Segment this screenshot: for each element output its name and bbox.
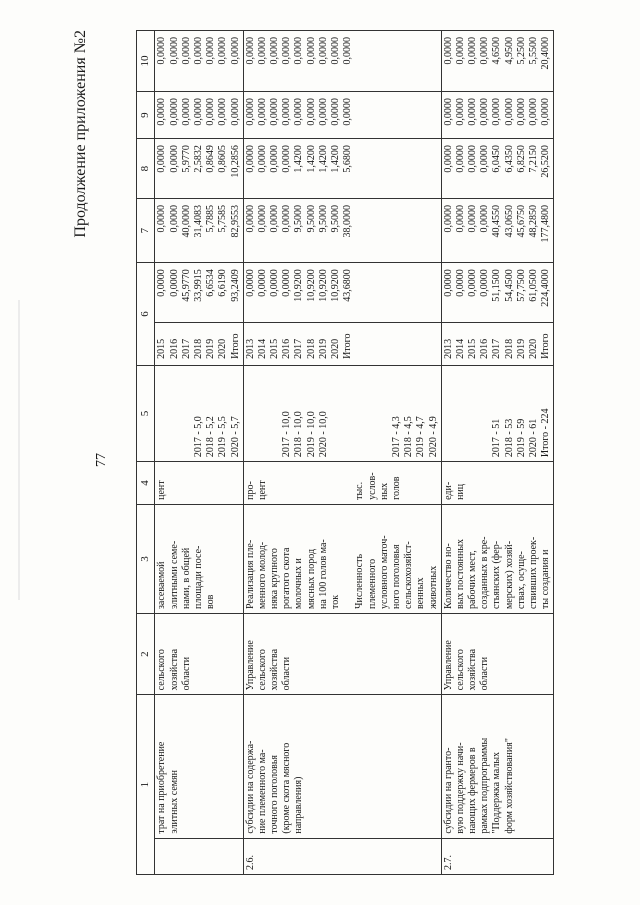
value-col8: 0,0000 0,0000 0,0000 0,0000 1,4200 1,4200 1,4200 1,4200 5,6800 xyxy=(243,139,441,199)
value-col9: 0,0000 0,0000 0,0000 0,0000 0,0000 0,0000 0,0000 xyxy=(155,92,243,139)
value-col7: 0,0000 0,0000 0,0000 0,0000 40,4550 43,0650 45,6750 48,2850 177,4800 xyxy=(441,199,554,263)
value-col9: 0,0000 0,0000 0,0000 0,0000 0,0000 0,0000 0,0000 0,0000 0,0000 xyxy=(441,92,554,139)
value-col6: 0,0000 0,0000 0,0000 0,0000 51,1500 54,4500 57,7500 61,0500 224,4000 xyxy=(441,263,554,323)
executor: Управление сельского хозяйства области xyxy=(243,614,441,695)
measure-name: трат на приобретение элитных семян xyxy=(155,695,243,838)
measure-name: субсидии на содержа- ние племенного ма- точного поголовья (кроме скота мясного направления) xyxy=(243,695,441,838)
col-header-7: 7 xyxy=(137,199,155,263)
executor: Управление сельского хозяйства области xyxy=(441,614,554,695)
value-col10: 0,0000 0,0000 0,0000 0,0000 0,0000 0,0000 0,0000 xyxy=(155,31,243,92)
scan-edge-mark xyxy=(18,300,20,600)
value-col10: 0,0000 0,0000 0,0000 0,0000 0,0000 0,0000 0,0000 0,0000 0,0000 xyxy=(243,31,441,92)
col-header-6: 6 xyxy=(137,263,155,366)
measure-number xyxy=(155,838,243,874)
col-header-2: 2 xyxy=(137,614,155,695)
col-header-1: 1 xyxy=(137,695,155,875)
value-col7: 0,0000 0,0000 0,0000 0,0000 9,5000 9,5000 9,5000 9,5000 38,0000 xyxy=(243,199,441,263)
page-header xyxy=(72,30,132,875)
value-col8: 0,0000 0,0000 0,0000 0,0000 6,0450 6,4350 6,8250 7,2150 26,5200 xyxy=(441,139,554,199)
table-row xyxy=(441,31,554,875)
page-number: 77 xyxy=(94,453,109,467)
measure-name: субсидии на гранто- вую поддержку начи- нающих фермеров в рамках подпрограммы "Поддержка малых форм хозяйствования" xyxy=(441,695,554,838)
col-header-9: 9 xyxy=(137,92,155,139)
value-col9: 0,0000 0,0000 0,0000 0,0000 0,0000 0,0000 0,0000 0,0000 0,0000 xyxy=(243,92,441,139)
table-row xyxy=(155,31,243,875)
indicator: Количество но- вых постоянных рабочих мест, созданных в кре- стьянских (фер- мерских) хозяй- ствах, осуще- ствивших проек- ты создания и xyxy=(441,504,554,613)
col-header-3: 3 xyxy=(137,504,155,613)
col-header-5: 5 xyxy=(137,365,155,461)
value-col7: 0,0000 0,0000 40,0000 31,4083 5,7885 5,7585 82,9553 xyxy=(155,199,243,263)
value-col6: 0,0000 0,0000 0,0000 0,0000 10,9200 10,9200 10,9200 10,9200 43,6800 xyxy=(243,263,441,323)
unit: еди- ниц xyxy=(441,462,554,505)
measure-number: 2.6. xyxy=(243,838,441,874)
table-row xyxy=(243,31,441,875)
value-col10: 0,0000 0,0000 0,0000 0,0000 4,6500 4,9500 5,2500 5,5500 20,4000 xyxy=(441,31,554,92)
plan-values: 2017 - 10,0 2018 - 10,0 2019 - 10,0 2020 - 10,0 2017 - 4,3 2018 - 4,5 2019 - 4,7 2020 - 4,9 xyxy=(243,365,441,461)
col-header-10: 10 xyxy=(137,31,155,92)
value-col6: 0,0000 0,0000 45,9770 33,9915 6,6534 6,6190 93,2409 xyxy=(155,263,243,323)
measure-number: 2.7. xyxy=(441,838,554,874)
executor: сельского хозяйства области xyxy=(155,614,243,695)
program-table xyxy=(136,30,554,875)
continuation-title: Продолжение приложения №2 xyxy=(72,30,89,238)
indicator: Реализация пле- менного молод- няка крупного рогатого скота молочных и мясных пород на 100 голов ма- ток Численность племенного условного маточ- ного поголовья сельскохозяйст- венных животных xyxy=(243,504,441,613)
indicator: засеваемой элитными семе- нами, в общей площади посе- вов xyxy=(155,504,243,613)
col-header-8: 8 xyxy=(137,139,155,199)
years: 2015 2016 2017 2018 2019 2020 Итого xyxy=(155,323,243,366)
years: 2013 2014 2015 2016 2017 2018 2019 2020 Итого xyxy=(243,323,441,366)
plan-values: 2017 - 51 2018 - 53 2019 - 59 2020 - 61 Итого - 224 xyxy=(441,365,554,461)
col-header-4: 4 xyxy=(137,462,155,505)
column-number-row xyxy=(137,31,155,875)
unit: цент xyxy=(155,462,243,505)
rotated-page xyxy=(72,30,617,875)
plan-values: 2017 - 5,0 2018 - 5,2 2019 - 5,5 2020 - 5,7 xyxy=(155,365,243,461)
unit: про- цент тыс. услов- ных голов xyxy=(243,462,441,505)
value-col8: 0,0000 0,0000 5,9770 2,5832 0,8649 0,8605 10,2856 xyxy=(155,139,243,199)
years: 2013 2014 2015 2016 2017 2018 2019 2020 Итого xyxy=(441,323,554,366)
